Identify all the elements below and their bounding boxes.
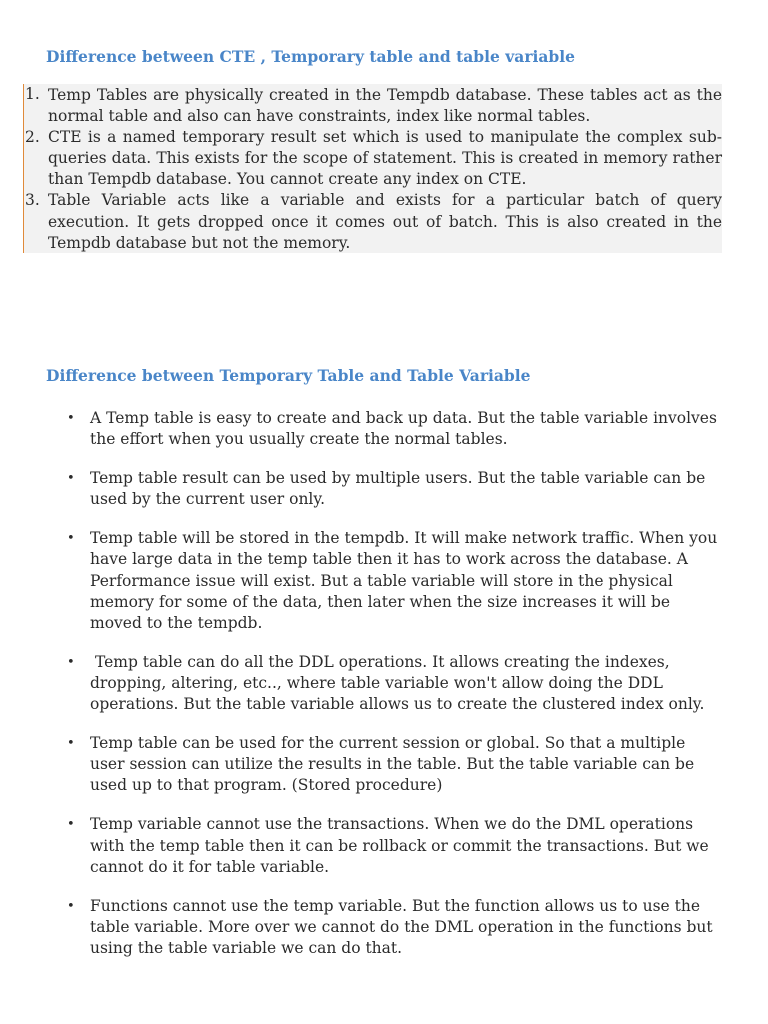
bullet-item-text: Temp table can do all the DDL operations. It allows creating the indexes, dropping, altering, etc.., where table variable won't allow doing the DDL operations. But the table variable allows us to create the clustered index only. (90, 652, 705, 714)
bullet-icon: • (67, 736, 75, 752)
bullet-list-item (67, 468, 720, 510)
numbered-list (24, 84, 722, 254)
bullet-item-text: Functions cannot use the temp variable. But the function allows us to use the table variable. More over we cannot do the DML operation in the functions but using the table variable we can do that. (90, 896, 713, 957)
bullet-list-item (67, 896, 720, 959)
bullet-icon: • (67, 531, 75, 547)
bullet-icon: • (67, 471, 75, 487)
bullet-item-text: A Temp table is easy to create and back up data. But the table variable involves the effort when you usually create the normal tables. (90, 409, 717, 449)
list-item-text: CTE is a named temporary result set which is used to manipulate the complex sub-queries data. This exists for the scope of statement. This is created in memory rather than Tempdb database. You cannot create any index on CTE. (48, 128, 722, 189)
bullet-icon: • (67, 411, 75, 426)
bullet-list (0, 408, 768, 977)
bullet-list-item (67, 733, 720, 796)
bullet-list-item (67, 814, 720, 877)
list-item-text: Temp Tables are physically created in the Tempdb database. These tables act as the normal table and also can have constraints, index like normal tables. (48, 86, 722, 126)
numbered-list-item (24, 127, 722, 190)
list-item-text: Table Variable acts like a variable and exists for a particular batch of query execution. It gets dropped once it comes out of batch. This is also created in the Tempdb database but not the memory. (48, 191, 722, 252)
bullet-icon: • (67, 817, 75, 833)
bullet-item-text: Temp table can be used for the current session or global. So that a multiple user session can utilize the results in the table. But the table variable can be used up to that program. (Stored procedure) (90, 734, 695, 795)
list-number: 2. (25, 128, 40, 147)
section-heading-cte-temp-table-variable: Difference between CTE , Temporary table and table variable (46, 47, 575, 66)
bullet-item-text: Temp variable cannot use the transactions. When we do the DML operations with the temp table then it can be rollback or commit the transactions. But we cannot do it for table variable. (90, 815, 709, 876)
list-number: 1. (25, 85, 40, 103)
bullet-list-item (67, 408, 720, 450)
bullet-item-text: Temp table will be stored in the tempdb. It will make network traffic. When you have large data in the temp table then it has to work across the database. A Performance issue will exist. But a table variable will store in the physical memory for some of the data, then later when the size increases it will be moved to the tempdb. (90, 529, 718, 632)
numbered-list-item (24, 190, 722, 253)
bullet-list-item (67, 528, 720, 633)
bullet-list-item (67, 652, 720, 715)
bullet-icon: • (67, 654, 75, 670)
section-heading-temp-table-vs-table-variable: Difference between Temporary Table and Table Variable (46, 366, 531, 385)
bullet-icon: • (67, 898, 75, 914)
list-number: 3. (25, 191, 40, 210)
numbered-list-block (23, 84, 722, 253)
bullet-item-text: Temp table result can be used by multiple users. But the table variable can be used by the current user only. (90, 469, 706, 509)
numbered-list-item (24, 84, 722, 127)
